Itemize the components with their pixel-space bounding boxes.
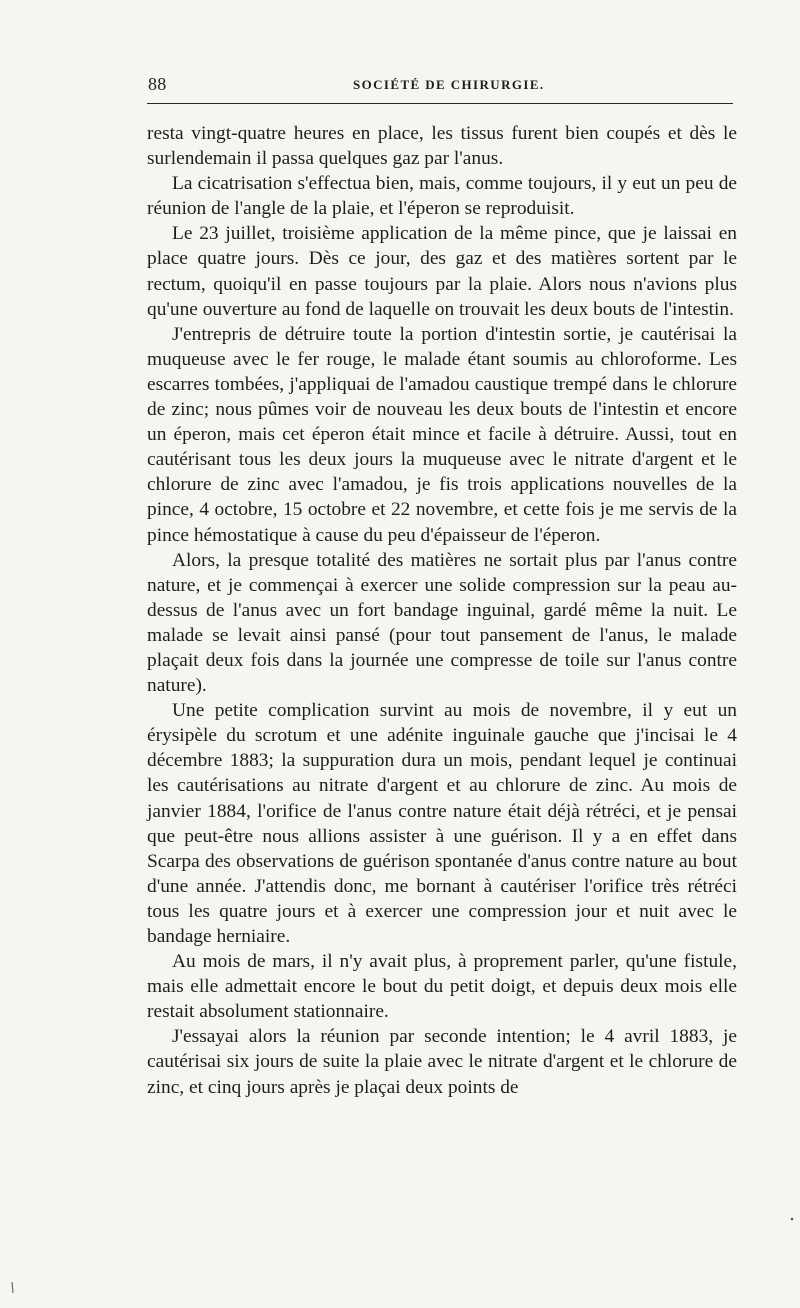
paragraph-4: J'entrepris de détruire toute la portion d'intestin sortie, je cautérisai la muqueuse avec le fer rouge, le malade étant soumis au chloroforme. Les escarres tombées, j'appliquai de l'amadou caustique trempé dans le chlorure de zinc; nous pûmes voir de nouveau les deux bouts de l'intestin et encore un éperon, mais cet éperon était mince et facile à détruire. Aussi, tout en cautérisant tous les deux jours la muqueuse avec le nitrate d'argent et le chlorure de zinc avec l'amadou, je fis trois applications nouvelles de la pince, 4 octobre, 15 octobre et 22 novembre, et cette fois je me servis de la pince hémostatique à cause du peu d'épaisseur de l'éperon. xyxy=(147,323,737,546)
paragraph-6: Une petite complication survint au mois de novembre, il y eut un érysipèle du scrotum et une adénite inguinale gauche que j'incisai le 4 décembre 1883; la suppuration dura un mois, pendant lequel je continuai les cautérisations au nitrate d'argent et au chlorure de zinc. Au mois de janvier 1884, l'orifice de l'anus contre nature était déjà rétréci, et je pensai que peut-être nous allions assister à une guérison. Il y a en effet dans Scarpa des observations de guérison spontanée d'anus contre nature au bout d'une année. J'attendis donc, me bornant à cautériser l'orifice très rétréci tous les quatre jours et à exercer une compression jour et nuit avec le bandage herniaire. xyxy=(147,700,737,947)
paragraph-5: Alors, la presque totalité des matières ne sortait plus par l'anus contre nature, et je commençai à exercer une solide compression sur la peau au-dessus de l'anus avec un fort bandage inguinal, gardé même la nuit. Le malade se levait ainsi pansé (pour tout pansement de l'anus, le malade plaçait deux fois dans la journée une compresse de toile sur l'anus contre nature). xyxy=(147,549,737,697)
paper-speck xyxy=(791,1218,794,1221)
paper-speck xyxy=(12,1282,13,1293)
page-number: 88 xyxy=(148,74,167,94)
paragraph-3: Le 23 juillet, troisième application de la même pince, que je laissai en place quatre jours. Dès ce jour, des gaz et des matières sortent par le rectum, quoiqu'il en passe toujours par la plaie. Alors nous n'avions plus qu'une ouverture au fond de laquelle on trouvait les deux bouts de l'intestin. xyxy=(147,223,737,320)
running-title: SOCIÉTÉ DE CHIRURGIE. xyxy=(353,77,545,92)
paragraph-8: J'essayai alors la réunion par seconde intention; le 4 avril 1883, je cautérisai six jours de suite la plaie avec le nitrate d'argent et le chlorure de zinc, et cinq jours après je plaçai deux points de xyxy=(147,1026,737,1098)
paragraph-2: La cicatrisation s'effectua bien, mais, comme toujours, il y eut un peu de réunion de l'angle de la plaie, et l'éperon se reproduisit. xyxy=(147,173,737,220)
paragraph-1: resta vingt-quatre heures en place, les tissus furent bien coupés et dès le surlendemain il passa quelques gaz par l'anus. xyxy=(147,123,737,170)
body-text xyxy=(147,121,737,1100)
paragraph-7: Au mois de mars, il n'y avait plus, à proprement parler, qu'une fistule, mais elle admettait encore le bout du petit doigt, et depuis deux mois elle restait absolument stationnaire. xyxy=(147,951,737,1023)
running-head xyxy=(148,74,733,98)
header-rule xyxy=(147,103,733,104)
